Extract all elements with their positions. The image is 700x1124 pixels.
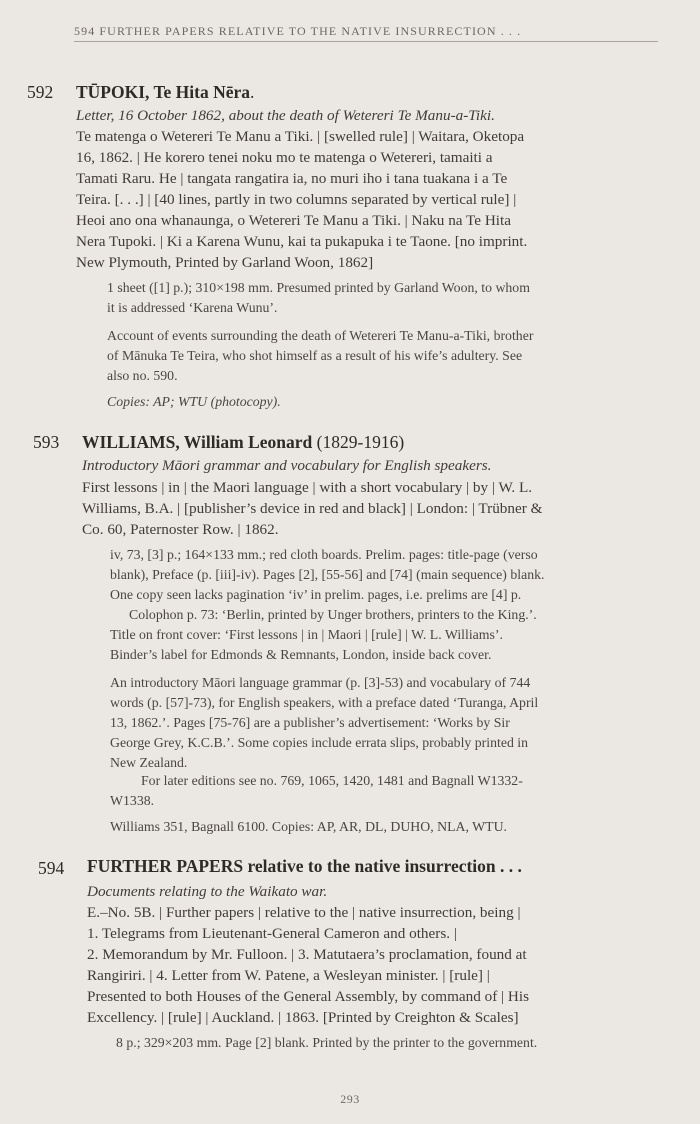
note-line: W1338. — [110, 793, 155, 808]
entry-dates: (1829-1916) — [316, 432, 405, 452]
entry-heading — [76, 82, 254, 103]
note-line: 13, 1862.’. Pages [75-76] are a publisher’s advertisement: ‘Works by Sir — [110, 715, 510, 730]
entry-number: 594 — [38, 858, 65, 878]
note-line: Title on front cover: ‘First lessons | in | Maori | [rule] | W. L. Williams’. — [110, 627, 503, 642]
entry-title: Introductory Māori grammar and vocabulary for English speakers. — [82, 457, 492, 474]
entry-dates: . — [250, 82, 255, 102]
entry-number: 593 — [33, 432, 60, 452]
copies-line: Williams 351, Bagnall 6100. Copies: AP, AR, DL, DUHO, NLA, WTU. — [110, 819, 507, 834]
note-line: New Zealand. — [110, 755, 188, 770]
note-line: words (p. [57]-73), for English speakers, with a preface dated ‘Turanga, April — [110, 695, 539, 710]
transcription-line: Co. 60, Paternoster Row. | 1862. — [82, 521, 279, 538]
transcription-line: Teira. [. . .] | [40 lines, partly in two columns separated by vertical rule] | — [76, 191, 517, 208]
entry-heading — [82, 432, 404, 453]
note-line: Binder’s label for Edmonds & Remnants, London, inside back cover. — [110, 647, 492, 662]
note-line: One copy seen lacks pagination ‘iv’ in prelim. pages, i.e. prelims are [4] p. — [110, 587, 522, 602]
entry-number: 592 — [27, 82, 54, 102]
note-line: 8 p.; 329×203 mm. Page [2] blank. Printed by the printer to the government. — [116, 1035, 538, 1050]
entry-title: Letter, 16 October 1862, about the death of Wetereri Te Manu-a-Tiki. — [76, 107, 495, 124]
transcription-line: 2. Memorandum by Mr. Fulloon. | 3. Matutaera’s proclamation, found at — [87, 946, 527, 963]
entry-heading — [87, 856, 522, 877]
transcription-line: First lessons | in | the Maori language | with a short vocabulary | by | W. L. — [82, 479, 533, 496]
entry-name: TŪPOKI, Te Hita Nēra — [76, 82, 251, 102]
note-line: of Mānuka Te Teira, who shot himself as a result of his wife’s adultery. See — [107, 348, 523, 363]
transcription-line: E.–No. 5B. | Further papers | relative to the | native insurrection, being | — [87, 904, 521, 921]
copies-line: Copies: AP; WTU (photocopy). — [107, 394, 281, 409]
entry-name: WILLIAMS, William Leonard — [82, 432, 313, 452]
transcription-line: Te matenga o Wetereri Te Manu a Tiki. | [swelled rule] | Waitara, Oketopa — [76, 128, 525, 145]
transcription-line: 1. Telegrams from Lieutenant-General Cameron and others. | — [87, 925, 457, 942]
transcription-line: Excellency. | [rule] | Auckland. | 1863. [Printed by Creighton & Scales] — [87, 1009, 519, 1026]
page-number: 293 — [340, 1092, 360, 1106]
note-line: iv, 73, [3] p.; 164×133 mm.; red cloth boards. Prelim. pages: title-page (verso — [110, 547, 538, 562]
transcription-line: 16, 1862. | He korero tenei noku mo te matenga o Wetereri, tamaiti a — [76, 149, 493, 166]
note-line: Colophon p. 73: ‘Berlin, printed by Unger brothers, printers to the King.’. — [129, 607, 537, 622]
transcription-line: Nera Tupoki. | Ki a Karena Wunu, kai ta pukapuka i te Taone. [no imprint. — [76, 233, 528, 250]
note-line: For later editions see no. 769, 1065, 1420, 1481 and Bagnall W1332- — [141, 773, 523, 788]
note-line: 1 sheet ([1] p.); 310×198 mm. Presumed printed by Garland Woon, to whom — [107, 280, 530, 295]
transcription-line: Presented to both Houses of the General Assembly, by command of | His — [87, 988, 529, 1005]
transcription-line: Williams, B.A. | [publisher’s device in red and black] | London: | Trübner & — [82, 500, 543, 517]
entry-name: FURTHER PAPERS relative to the native insurrection . . . — [87, 856, 522, 876]
note-line: also no. 590. — [107, 368, 178, 383]
transcription-line: Heoi ano ona whanaunga, o Wetereri Te Manu a Tiki. | Naku na Te Hita — [76, 212, 511, 229]
note-line: George Grey, K.C.B.’. Some copies include errata slips, probably printed in — [110, 735, 529, 750]
note-line: it is addressed ‘Karena Wunu’. — [107, 300, 278, 315]
entry-title: Documents relating to the Waikato war. — [87, 883, 328, 900]
transcription-line: New Plymouth, Printed by Garland Woon, 1862] — [76, 254, 374, 271]
transcription-line: Rangiriri. | 4. Letter from W. Patene, a Wesleyan minister. | [rule] | — [87, 967, 490, 984]
transcription-line: Tamati Raru. He | tangata rangatira ia, no muri iho i tana tuakana i a Te — [76, 170, 508, 187]
note-line: Account of events surrounding the death of Wetereri Te Manu-a-Tiki, brother — [107, 328, 534, 343]
note-line: An introductory Māori language grammar (p. [3]-53) and vocabulary of 744 — [110, 675, 531, 690]
running-head: 594 FURTHER PAPERS RELATIVE TO THE NATIVE INSURRECTION . . . — [74, 24, 658, 42]
note-line: blank), Preface (p. [iii]-iv). Pages [2], [55-56] and [74] (main sequence) blank. — [110, 567, 545, 582]
